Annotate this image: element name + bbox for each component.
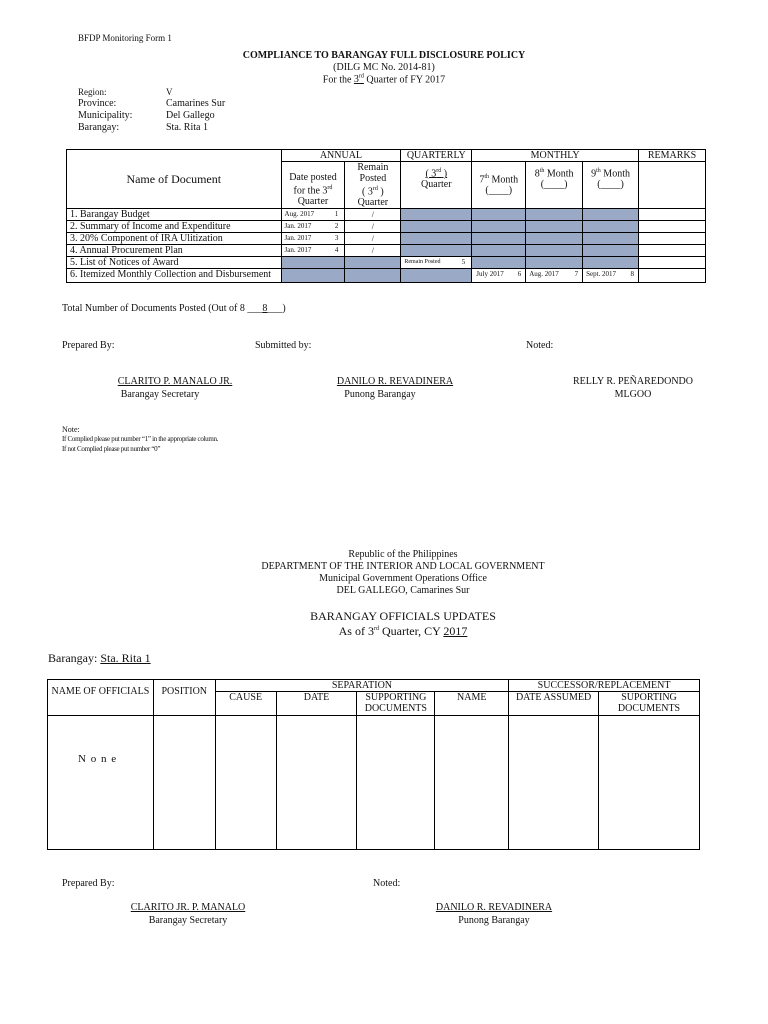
remarks-header: REMARKS xyxy=(639,150,706,162)
name-of-officials-header: NAME OF OFFICIALS xyxy=(48,680,154,716)
date-posted-cell: Jan. 2017 3 xyxy=(281,233,345,245)
note-line2: If not Complied please put number “0” xyxy=(62,445,161,453)
noted-name: RELLY R. PEÑAREDONDO xyxy=(572,376,693,387)
note-line1: If Complied please put number “1” in the appropriate column. xyxy=(62,435,219,443)
document-name: 2. Summary of Income and Expenditure xyxy=(67,221,282,233)
quarterly-header: QUARTERLY xyxy=(401,150,472,162)
date-assumed-header: DATE ASSUMED xyxy=(509,692,599,716)
prepared-name-2: CLARITO JR. P. MANALO xyxy=(130,902,246,913)
prepared-title-2: Barangay Secretary xyxy=(148,915,228,926)
municipality-value: Del Gallego xyxy=(166,110,215,121)
remarks-subheader xyxy=(639,162,706,209)
office-line: Municipal Government Operations Office xyxy=(319,573,487,584)
noted-title: MLGOO xyxy=(614,389,652,400)
noted-label-2: Noted: xyxy=(373,878,401,889)
date-posted-header: Date posted for the 3rd Quarter xyxy=(281,162,345,209)
prepared-title: Barangay Secretary xyxy=(120,389,200,400)
table-row xyxy=(67,209,706,221)
prepared-by-label-2: Prepared By: xyxy=(62,878,115,889)
period-line: For the 3rd Quarter of FY 2017 xyxy=(322,74,446,86)
date-posted-cell: Jan. 2017 2 xyxy=(281,221,345,233)
remain-posted-header: Remain Posted ( 3rd ) Quarter xyxy=(345,162,401,209)
monthly-header: MONTHLY xyxy=(472,150,639,162)
noted-label: Noted: xyxy=(526,340,554,351)
remain-posted-cell: / xyxy=(345,233,401,245)
document-name: 5. List of Notices of Award xyxy=(67,257,282,269)
submitted-by-label: Submitted by: xyxy=(255,340,312,351)
quarter-header: ( 3rd ) Quarter xyxy=(401,162,472,209)
province-label: Province: xyxy=(78,98,117,109)
date-posted-cell: Aug. 2017 1 xyxy=(281,209,345,221)
suporting-documents-header: SUPORTING DOCUMENTS xyxy=(599,692,700,716)
barangay-value: Sta. Rita 1 xyxy=(166,122,208,133)
table-row xyxy=(67,245,706,257)
note-label: Note: xyxy=(62,425,80,434)
barangay-label: Barangay: xyxy=(78,122,120,133)
table-row xyxy=(67,221,706,233)
officials-title: BARANGAY OFFICIALS UPDATES xyxy=(310,609,496,623)
annual-header: ANNUAL xyxy=(281,150,401,162)
region-label: Region: xyxy=(78,87,107,97)
month8-header: 8th Month (____) xyxy=(526,162,583,209)
noted-title-2: Punong Barangay xyxy=(458,915,530,926)
table-row xyxy=(67,257,706,269)
republic-line: Republic of the Philippines xyxy=(348,549,458,560)
place-line: DEL GALLEGO, Camarines Sur xyxy=(336,585,470,596)
document-name: 1. Barangay Budget xyxy=(67,209,282,221)
officials-table xyxy=(47,679,700,850)
date-posted-cell: Jan. 2017 4 xyxy=(281,245,345,257)
compliance-table xyxy=(66,149,706,283)
document-name: 3. 20% Component of IRA Ulitization xyxy=(67,233,282,245)
prepared-by-label: Prepared By: xyxy=(62,340,115,351)
submitted-title: Punong Barangay xyxy=(344,389,416,400)
remain-posted-cell: / xyxy=(345,209,401,221)
barangay2-line: Barangay: Sta. Rita 1 xyxy=(48,651,151,665)
name-of-document-header: Name of Document xyxy=(67,150,282,209)
province-value: Camarines Sur xyxy=(166,98,226,109)
table-row xyxy=(48,716,700,850)
month7-cell: July 2017 6 xyxy=(472,269,526,283)
remain-posted-cell: / xyxy=(345,245,401,257)
total-documents: Total Number of Documents Posted (Out of 8 ___8___) xyxy=(62,303,286,314)
cause-header: CAUSE xyxy=(215,692,276,716)
none-cell: N o n e xyxy=(48,716,154,850)
supporting-documents-header: SUPPORTING DOCUMENTS xyxy=(357,692,435,716)
noted-name-2: DANILO R. REVADINERA xyxy=(435,902,553,913)
month9-cell: Sept. 2017 8 xyxy=(583,269,639,283)
document-name: 6. Itemized Monthly Collection and Disbursement xyxy=(67,269,282,283)
month7-header: 7th Month (____) xyxy=(472,162,526,209)
region-value: V xyxy=(166,87,173,97)
separation-header: SEPARATION xyxy=(215,680,508,692)
quarterly-cell: Remain Posted 5 xyxy=(401,257,472,269)
municipality-label: Municipality: xyxy=(78,110,133,121)
date-header: DATE xyxy=(276,692,357,716)
document-name: 4. Annual Procurement Plan xyxy=(67,245,282,257)
month8-cell: Aug. 2017 7 xyxy=(526,269,583,283)
month9-header: 9th Month (____) xyxy=(583,162,639,209)
department-line: DEPARTMENT OF THE INTERIOR AND LOCAL GOVERNMENT xyxy=(261,561,545,572)
position-header: POSITION xyxy=(153,680,215,716)
remain-posted-cell: / xyxy=(345,221,401,233)
asof-line: As of 3rd Quarter, CY 2017 xyxy=(338,624,468,638)
page-title: COMPLIANCE TO BARANGAY FULL DISCLOSURE POLICY xyxy=(242,50,526,61)
circular-ref: (DILG MC No. 2014-81) xyxy=(333,62,435,73)
table-row xyxy=(67,269,706,283)
table-row xyxy=(67,233,706,245)
form-label: BFDP Monitoring Form 1 xyxy=(78,33,172,43)
submitted-name: DANILO R. REVADINERA xyxy=(336,376,454,387)
successor-header: SUCCESSOR/REPLACEMENT xyxy=(509,680,700,692)
name-header: NAME xyxy=(435,692,509,716)
prepared-name: CLARITO P. MANALO JR. xyxy=(117,376,233,387)
